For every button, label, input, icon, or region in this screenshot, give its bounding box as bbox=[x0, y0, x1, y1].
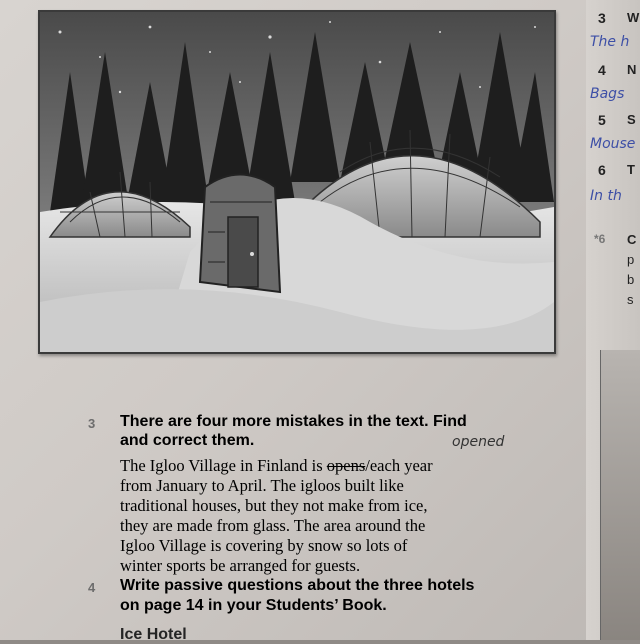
margin-word-5: S bbox=[627, 112, 636, 127]
line1-text-before: The Igloo Village in Finland is bbox=[120, 456, 327, 475]
exercise-3-text-line1 bbox=[120, 456, 433, 477]
exercise-3-number: 3 bbox=[88, 416, 96, 431]
margin-num-4: 4 bbox=[598, 62, 606, 78]
exercise-4-instruction-line2: on page 14 in your Students’ Book. bbox=[120, 597, 387, 614]
margin-answer-3: The h bbox=[590, 34, 630, 50]
line1-text-after: /each year bbox=[365, 456, 433, 475]
margin-num-star6: *6 bbox=[594, 232, 606, 246]
margin-word-6: T bbox=[627, 162, 635, 177]
adjacent-page-photo bbox=[600, 350, 640, 640]
exercise-3-text-line2: from January to April. The igloos built like bbox=[120, 476, 404, 495]
exercise-3-instruction-line1: There are four more mistakes in the text. Find bbox=[120, 413, 467, 430]
exercise-3-text-line6: winter sports be arranged for guests. bbox=[120, 556, 361, 575]
exercise-4-subheading: Ice Hotel bbox=[120, 626, 187, 643]
margin-line-b: b bbox=[627, 272, 635, 287]
margin-word-star6: C bbox=[627, 232, 637, 247]
margin-word-3: W bbox=[627, 10, 640, 25]
exercise-4-instruction-line1: Write passive questions about the three hotels bbox=[120, 577, 475, 594]
igloo-photo bbox=[38, 10, 556, 354]
igloo-illustration bbox=[40, 12, 554, 352]
margin-answer-4: Bags bbox=[590, 86, 625, 102]
exercise-3-text-line5: Igloo Village is covering by snow so lots of bbox=[120, 536, 408, 555]
margin-line-p: p bbox=[627, 252, 635, 267]
margin-line-s: s bbox=[627, 292, 634, 307]
margin-num-3: 3 bbox=[598, 10, 606, 26]
margin-answer-5: Mouse bbox=[590, 136, 636, 152]
struck-word: opens bbox=[326, 456, 366, 475]
margin-num-6: 6 bbox=[598, 162, 606, 178]
handwritten-correction: opened bbox=[452, 434, 505, 450]
exercise-3-instruction-line2: and correct them. bbox=[120, 432, 255, 449]
exercise-3-text-line3: traditional houses, but they not make from ice, bbox=[120, 496, 428, 515]
exercise-3-text-line4: they are made from glass. The area around the bbox=[120, 516, 426, 535]
margin-word-4: N bbox=[627, 62, 637, 77]
exercise-4-number: 4 bbox=[88, 580, 96, 595]
margin-num-5: 5 bbox=[598, 112, 606, 128]
margin-answer-6: In th bbox=[590, 188, 622, 204]
